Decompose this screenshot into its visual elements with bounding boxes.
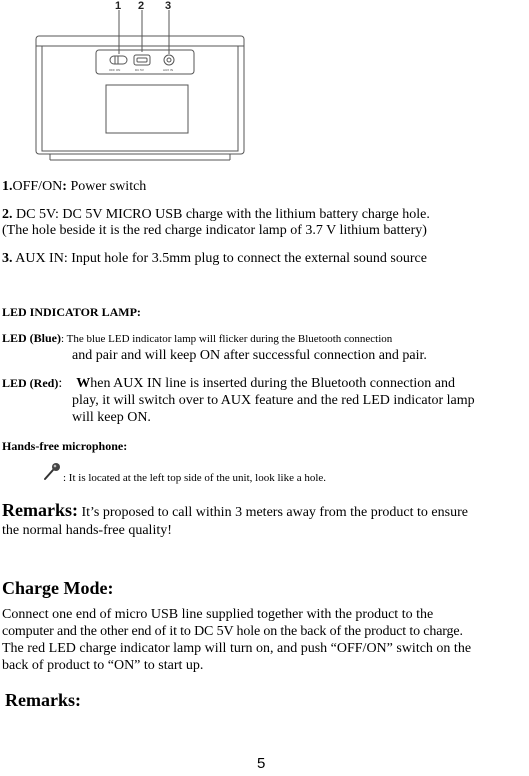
charge-line1: Connect one end of micro USB line supplied together with the product to the: [2, 607, 434, 622]
led-red-w: W: [76, 376, 91, 391]
led-blue-text: : The blue LED indicator lamp will flicker during the Bluetooth connection: [61, 333, 393, 345]
item-number: 3.: [2, 251, 13, 266]
led-red-text: hen AUX IN line is inserted during the Bluetooth connection and: [90, 376, 455, 391]
led-blue-line2: and pair and will keep ON after successful connection and pair.: [72, 348, 427, 363]
charge-line2: computer and the other end of it to DC 5V hole on the back of the product to charge.: [2, 624, 463, 639]
item-aux-in: [2, 250, 427, 267]
led-blue-label: LED (Blue): [2, 331, 62, 345]
led-red-line3: will keep ON.: [72, 410, 151, 425]
led-red-line1: [2, 375, 455, 392]
item-colon: :: [62, 179, 67, 194]
microphone-icon: [42, 462, 62, 482]
callout-2: 2: [138, 0, 145, 12]
remarks-label: Remarks:: [2, 500, 78, 520]
port-label-aux-in: AUX IN: [163, 68, 174, 72]
remarks-2-label: Remarks:: [5, 690, 81, 710]
led-red-line2: play, it will switch over to AUX feature and the red LED indicator lamp: [72, 393, 475, 408]
speaker-back-panel-figure: [28, 0, 258, 165]
callout-1: 1: [115, 0, 122, 12]
item-label: OFF/ON: [12, 179, 63, 194]
led-heading: LED INDICATOR LAMP:: [2, 305, 141, 319]
charge-heading: Charge Mode:: [2, 578, 114, 598]
led-red-colon: :: [58, 376, 63, 391]
item-number: 2.: [2, 207, 13, 222]
item-text: DC 5V: DC 5V MICRO USB charge with the lithium battery charge hole.: [12, 207, 430, 222]
item-dc5v-note: (The hole beside it is the red charge indicator lamp of 3.7 V lithium battery): [2, 223, 427, 238]
item-off-on: [2, 178, 146, 195]
port-label-off-on: OFF ON: [109, 68, 121, 72]
mic-text: : It is located at the left top side of the unit, look like a hole.: [63, 472, 327, 484]
item-text: Power switch: [66, 179, 147, 194]
remarks-line1: [2, 500, 468, 523]
item-text: AUX IN: Input hole for 3.5mm plug to connect the external sound source: [12, 251, 427, 266]
charge-line3: The red LED charge indicator lamp will turn on, and push “OFF/ON” switch on the: [2, 641, 472, 656]
item-dc5v: [2, 206, 430, 223]
remarks-text: It’s proposed to call within 3 meters away from the product to ensure: [77, 505, 468, 520]
led-red-label: LED (Red): [2, 376, 59, 390]
page-number: 5: [257, 755, 266, 772]
charge-line4: back of product to “ON” to start up.: [2, 658, 204, 673]
remarks-line2: the normal hands-free quality!: [2, 523, 172, 538]
callout-3: 3: [165, 0, 172, 12]
mic-heading: Hands-free microphone:: [2, 439, 128, 453]
item-number: 1.: [2, 179, 13, 194]
port-label-dc5v: DC 5V: [135, 68, 144, 72]
led-blue-line1: [2, 331, 392, 346]
